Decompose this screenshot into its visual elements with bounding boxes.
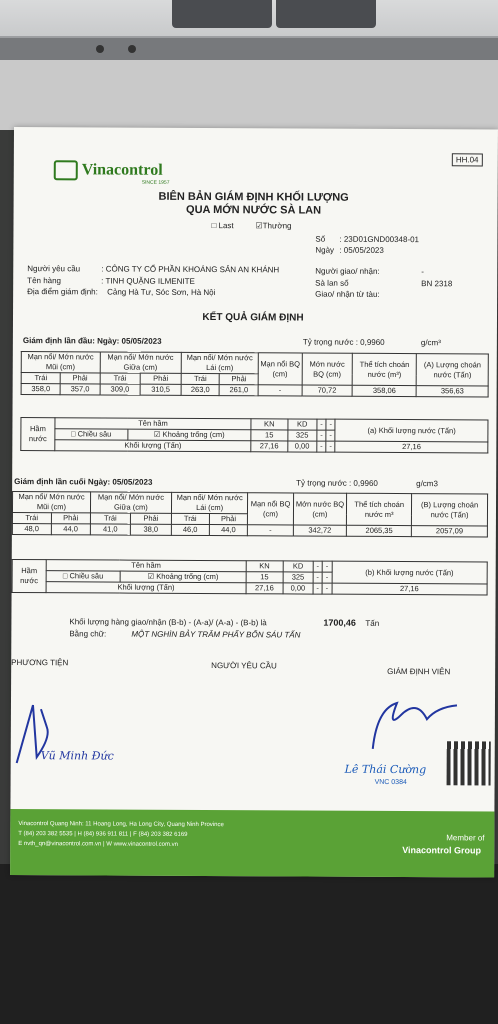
dash: - (322, 561, 331, 572)
first-hold-table (20, 417, 488, 453)
dash: - (317, 441, 326, 452)
goods-label: Tên hàng (27, 276, 62, 286)
first-density: Tỷ trọng nước : 0,9960 (302, 337, 385, 347)
total-value: 1700,46 (323, 617, 356, 628)
value-cell: 2057,09 (412, 526, 488, 537)
value-cell: 358,06 (352, 385, 416, 396)
side-cell: Phải (209, 514, 248, 525)
dash: - (326, 441, 335, 452)
first-draft-table (21, 351, 489, 397)
mass-label: Khối lượng (Tấn) (46, 582, 246, 594)
last-density: Tỷ trọng nước : 0,9960 (296, 478, 378, 488)
barge-value: BN 2318 (421, 279, 453, 289)
place-label: Địa điểm giám định: (27, 287, 98, 297)
header-cell: Mạn nổi/ Mớn nước Mũi (cm) (21, 352, 100, 373)
depth-check: □ Chiều sâu (55, 429, 128, 440)
dash: - (322, 583, 331, 594)
value-cell: 48,0 (12, 523, 51, 534)
vinacontrol-logo-icon (54, 160, 78, 180)
mass-label: Khối lượng (Tấn) (55, 440, 251, 452)
value-cell: - (258, 385, 302, 396)
date-label: Ngày (315, 245, 335, 255)
value-cell: 44,0 (51, 524, 90, 535)
document-sheet (10, 127, 498, 878)
side-cell: Phải (220, 374, 259, 385)
value-cell: 357,0 (60, 384, 99, 395)
vehicle-sign-label: PHƯƠNG TIỆN (11, 657, 69, 668)
value-cell: 342,72 (293, 525, 347, 536)
port (96, 45, 104, 53)
goods-value: : TINH QUẶNG ILMENITE (101, 276, 195, 286)
total-unit: Tấn (365, 618, 380, 628)
last-check: □ Last (211, 221, 234, 231)
place-value: Cảng Hà Tư, Sóc Sơn, Hà Nội (107, 287, 216, 298)
value-cell: 46,0 (171, 524, 209, 535)
value-cell: 309,0 (100, 384, 141, 395)
header-cell: Mớn nước BQ (cm) (293, 493, 347, 525)
value-cell: 261,0 (220, 385, 259, 396)
doc-title-1: BIÊN BẢN GIÁM ĐỊNH KHỐI LƯỢNG (158, 190, 349, 204)
header-cell: Mạn nổi/ Mớn nước Lái (cm) (181, 352, 258, 373)
footer-member: Member of (446, 833, 485, 843)
hold-name: Tên hầm (55, 418, 251, 430)
value-cell: 358,0 (21, 384, 60, 395)
inspector-sign-label: GIÁM ĐỊNH VIÊN (387, 666, 451, 677)
dash: - (326, 430, 335, 441)
kn-value: 15 (251, 430, 287, 441)
kd-label: KD (283, 561, 313, 572)
doc-title-2: QUA MỚN NƯỚC SÀ LAN (186, 203, 322, 217)
desk (0, 60, 498, 130)
logo-sub: SINCE 1957 (141, 179, 170, 186)
total-label: Khối lượng hàng giao/nhận (B-b) - (A-a)/ (A-a) - (B-b) là (69, 617, 267, 628)
side-cell: Trái (90, 513, 130, 524)
side-cell: Phải (140, 373, 181, 384)
so-value: : 23D01GND00348-01 (339, 234, 420, 245)
kn-label: KN (246, 561, 283, 572)
kd-value: 325 (287, 430, 316, 441)
signer-1-name: Vũ Minh Đức (40, 749, 114, 763)
so-label: Số (315, 234, 326, 244)
side-cell: Trái (21, 373, 60, 384)
inspector-code: VNC 0384 (374, 778, 407, 787)
from-ship-label: Giao/ nhận từ tàu: (315, 289, 380, 299)
footer-address: Vinacontrol Quang Ninh: 11 Hoang Long, Ha Long City, Quang Ninh Province (18, 821, 224, 829)
a-value: 27,16 (335, 441, 488, 453)
header-cell: Mạn nổi/ Mớn nước Giữa (cm) (90, 492, 171, 513)
dash: - (322, 572, 331, 583)
depth-check: □ Chiều sâu (46, 571, 120, 582)
header-cell: Mớn nước BQ (cm) (302, 353, 353, 385)
mass-value: 27,16 (251, 441, 287, 452)
dark-foreground (0, 864, 498, 1024)
dash: - (313, 572, 322, 583)
kd-label: KD (287, 419, 316, 430)
side-cell: Phải (130, 513, 171, 524)
words-value: MỘT NGHÌN BẢY TRĂM PHẨY BỐN SÁU TẤN (131, 629, 301, 640)
value-cell: 70,72 (302, 385, 352, 396)
value-cell: 38,0 (130, 524, 171, 535)
value-cell: 356,63 (417, 386, 489, 397)
hold-label: Hầm nước (12, 559, 46, 592)
kd-value: 325 (283, 572, 313, 583)
dash: - (313, 583, 322, 594)
logo-text: Vinacontrol (81, 161, 163, 179)
footer-email: E nvth_qn@vinacontrol.com.vn | W www.vinacontrol.com.vn (18, 841, 178, 848)
words-label: Bằng chữ: (69, 629, 107, 639)
header-cell: (A) Lượng choán nước (Tấn) (417, 354, 489, 386)
side-cell: Trái (12, 512, 51, 523)
footer-group: Vinacontrol Group (402, 845, 482, 856)
qr-code-icon (447, 741, 491, 785)
mass-value: 27,16 (246, 583, 283, 594)
normal-check: ☑Thường (255, 221, 292, 231)
header-cell: Mạn nổi/ Mớn nước Mũi (cm) (12, 491, 90, 512)
header-cell: Mạn nổi/ Mớn nước Giữa (cm) (100, 352, 181, 373)
laptop-key (172, 0, 272, 28)
a-label: (a) Khối lượng nước (Tấn) (335, 419, 488, 442)
footer-band (10, 809, 494, 878)
side-cell: Trái (181, 373, 220, 384)
value-cell: - (248, 525, 293, 536)
dash: - (317, 419, 326, 430)
requester-label: Người yêu cầu (27, 264, 81, 274)
date-value: : 05/05/2023 (339, 245, 384, 255)
header-cell: Mạn nổi BQ (cm) (258, 353, 302, 385)
dash: - (326, 419, 335, 430)
side-cell: Phải (60, 373, 99, 384)
barge-label: Sà lan số (315, 278, 349, 288)
value-cell: 2065,35 (347, 525, 412, 536)
b-label: (b) Khối lượng nước (Tấn) (332, 561, 488, 584)
giver-label: Người giao/ nhận: (315, 266, 380, 276)
mass-value: 0,00 (287, 441, 316, 452)
header-cell: (B) Lượng choán nước (Tấn) (412, 494, 488, 526)
space-check: ☑ Khoảng trống (cm) (120, 571, 246, 583)
b-value: 27,16 (332, 583, 488, 595)
header-cell: Thể tích choán nước m³ (347, 493, 412, 525)
value-cell: 263,0 (181, 384, 220, 395)
side-cell: Phải (51, 513, 90, 524)
kn-value: 15 (246, 572, 283, 583)
space-check: ☑ Khoảng trống (cm) (127, 429, 251, 441)
first-survey-label: Giám định lần đầu: Ngày: 05/05/2023 (22, 336, 162, 346)
signer-3-name: Lê Thái Cường (344, 762, 427, 777)
laptop-edge (0, 36, 498, 62)
footer-phone: T (84) 203 382 5535 | H (84) 936 911 811 | F (84) 203 382 6169 (18, 831, 188, 838)
requester-value: : CÔNG TY CỔ PHẦN KHOÁNG SẢN AN KHÁNH (101, 264, 280, 275)
last-draft-table (12, 491, 488, 537)
side-cell: Trái (171, 513, 209, 524)
dash: - (317, 430, 326, 441)
side-cell: Trái (100, 373, 141, 384)
header-cell: Mạn nổi BQ (cm) (248, 493, 293, 525)
port (128, 45, 136, 53)
last-hold-table (12, 559, 488, 595)
hold-label: Hầm nước (21, 418, 55, 451)
requester-sign-label: NGƯỜI YÊU CẦU (211, 661, 277, 671)
header-cell: Mạn nổi/ Mớn nước Lái (cm) (171, 492, 248, 513)
value-cell: 44,0 (209, 525, 248, 536)
last-unit: g/cm3 (416, 479, 438, 489)
last-survey-label: Giám định lần cuối Ngày: 05/05/2023 (14, 477, 153, 487)
mass-value: 0,00 (283, 583, 313, 594)
kn-label: KN (251, 419, 287, 430)
dash: - (313, 561, 322, 572)
result-title: KẾT QUẢ GIÁM ĐỊNH (202, 311, 304, 324)
first-unit: g/cm³ (420, 338, 441, 348)
hold-name: Tên hầm (46, 560, 246, 572)
value-cell: 41,0 (90, 524, 130, 535)
form-code: HH.04 (452, 153, 483, 166)
value-cell: 310,5 (140, 384, 181, 395)
header-cell: Thể tích choán nước (m³) (352, 353, 417, 385)
giver-value: - (421, 267, 424, 277)
laptop-key (276, 0, 376, 28)
